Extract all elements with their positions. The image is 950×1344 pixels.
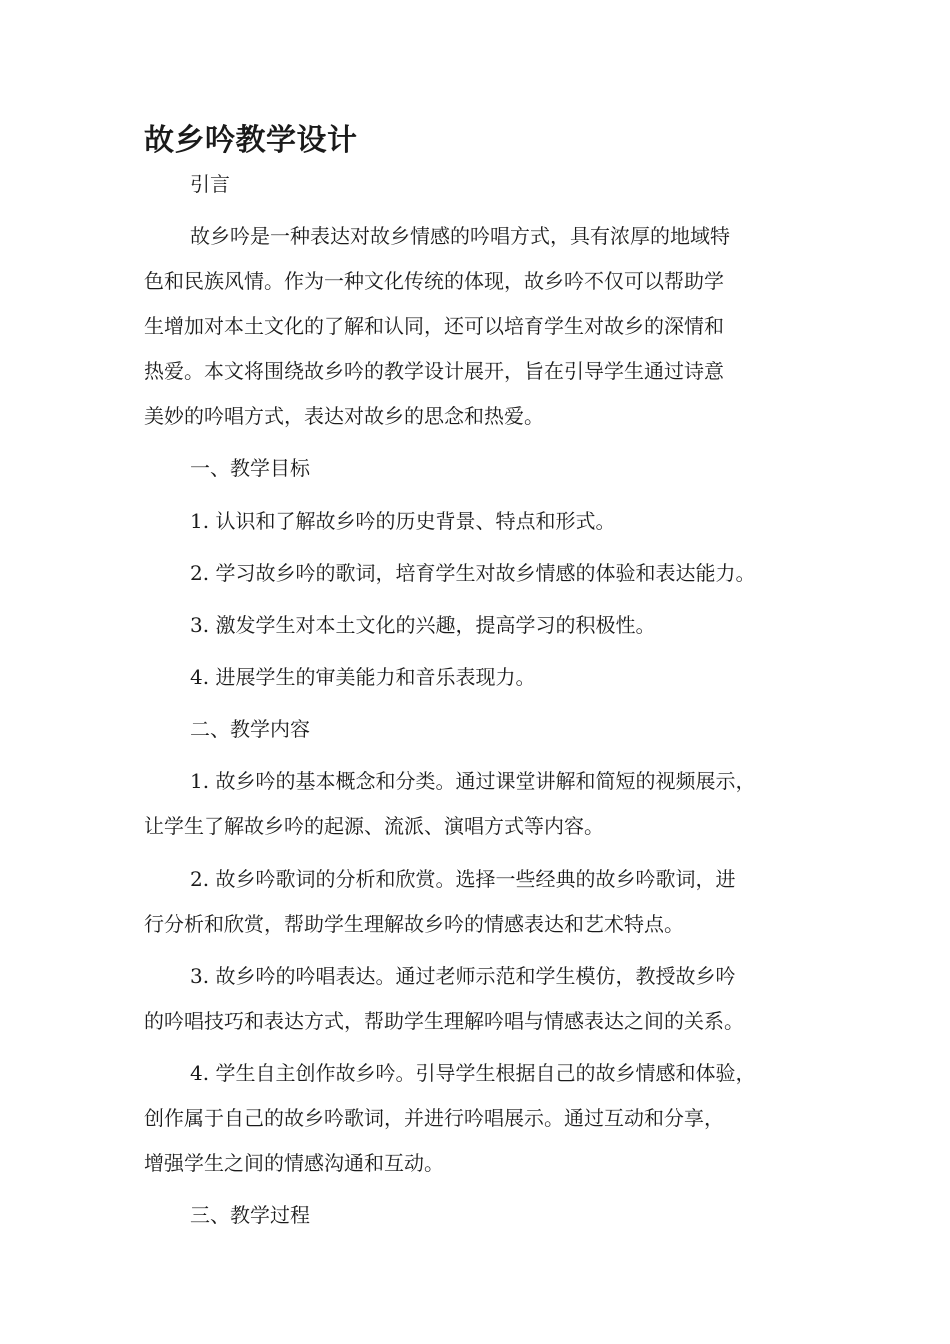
body-line: 故乡吟是一种表达对故乡情感的吟唱方式，具有浓厚的地域特 bbox=[190, 224, 730, 248]
list-item-continuation: 让学生了解故乡吟的起源、流派、演唱方式等内容。 bbox=[144, 814, 604, 838]
list-item-continuation: 增强学生之间的情感沟通和互动。 bbox=[144, 1151, 444, 1175]
list-item: 3. 故乡吟的吟唱表达。通过老师示范和学生模仿，教授故乡吟 bbox=[190, 964, 736, 988]
list-item: 1. 故乡吟的基本概念和分类。通过课堂讲解和简短的视频展示， bbox=[190, 769, 756, 793]
section-heading: 三、教学过程 bbox=[190, 1203, 310, 1227]
section-heading: 二、教学内容 bbox=[190, 717, 310, 741]
list-item: 1. 认识和了解故乡吟的历史背景、特点和形式。 bbox=[190, 509, 616, 533]
list-item-continuation: 行分析和欣赏，帮助学生理解故乡吟的情感表达和艺术特点。 bbox=[144, 912, 684, 936]
body-line: 色和民族风情。作为一种文化传统的体现，故乡吟不仅可以帮助学 bbox=[144, 269, 724, 293]
list-item-continuation: 创作属于自己的故乡吟歌词，并进行吟唱展示。通过互动和分享， bbox=[144, 1106, 724, 1130]
body-line: 生增加对本土文化的了解和认同，还可以培育学生对故乡的深情和 bbox=[144, 314, 724, 338]
document-title: 故乡吟教学设计 bbox=[144, 123, 358, 158]
list-item: 3. 激发学生对本土文化的兴趣，提高学习的积极性。 bbox=[190, 613, 656, 637]
list-item: 2. 故乡吟歌词的分析和欣赏。选择一些经典的故乡吟歌词，进 bbox=[190, 867, 736, 891]
body-line: 热爱。本文将围绕故乡吟的教学设计展开，旨在引导学生通过诗意 bbox=[144, 359, 724, 383]
list-item-continuation: 的吟唱技巧和表达方式，帮助学生理解吟唱与情感表达之间的关系。 bbox=[144, 1009, 744, 1033]
list-item: 2. 学习故乡吟的歌词，培育学生对故乡情感的体验和表达能力。 bbox=[190, 561, 756, 585]
heading-intro: 引言 bbox=[190, 172, 230, 196]
body-line: 美妙的吟唱方式，表达对故乡的思念和热爱。 bbox=[144, 404, 544, 428]
section-heading: 一、教学目标 bbox=[190, 456, 310, 480]
list-item: 4. 进展学生的审美能力和音乐表现力。 bbox=[190, 665, 536, 689]
list-item: 4. 学生自主创作故乡吟。引导学生根据自己的故乡情感和体验， bbox=[190, 1061, 756, 1085]
